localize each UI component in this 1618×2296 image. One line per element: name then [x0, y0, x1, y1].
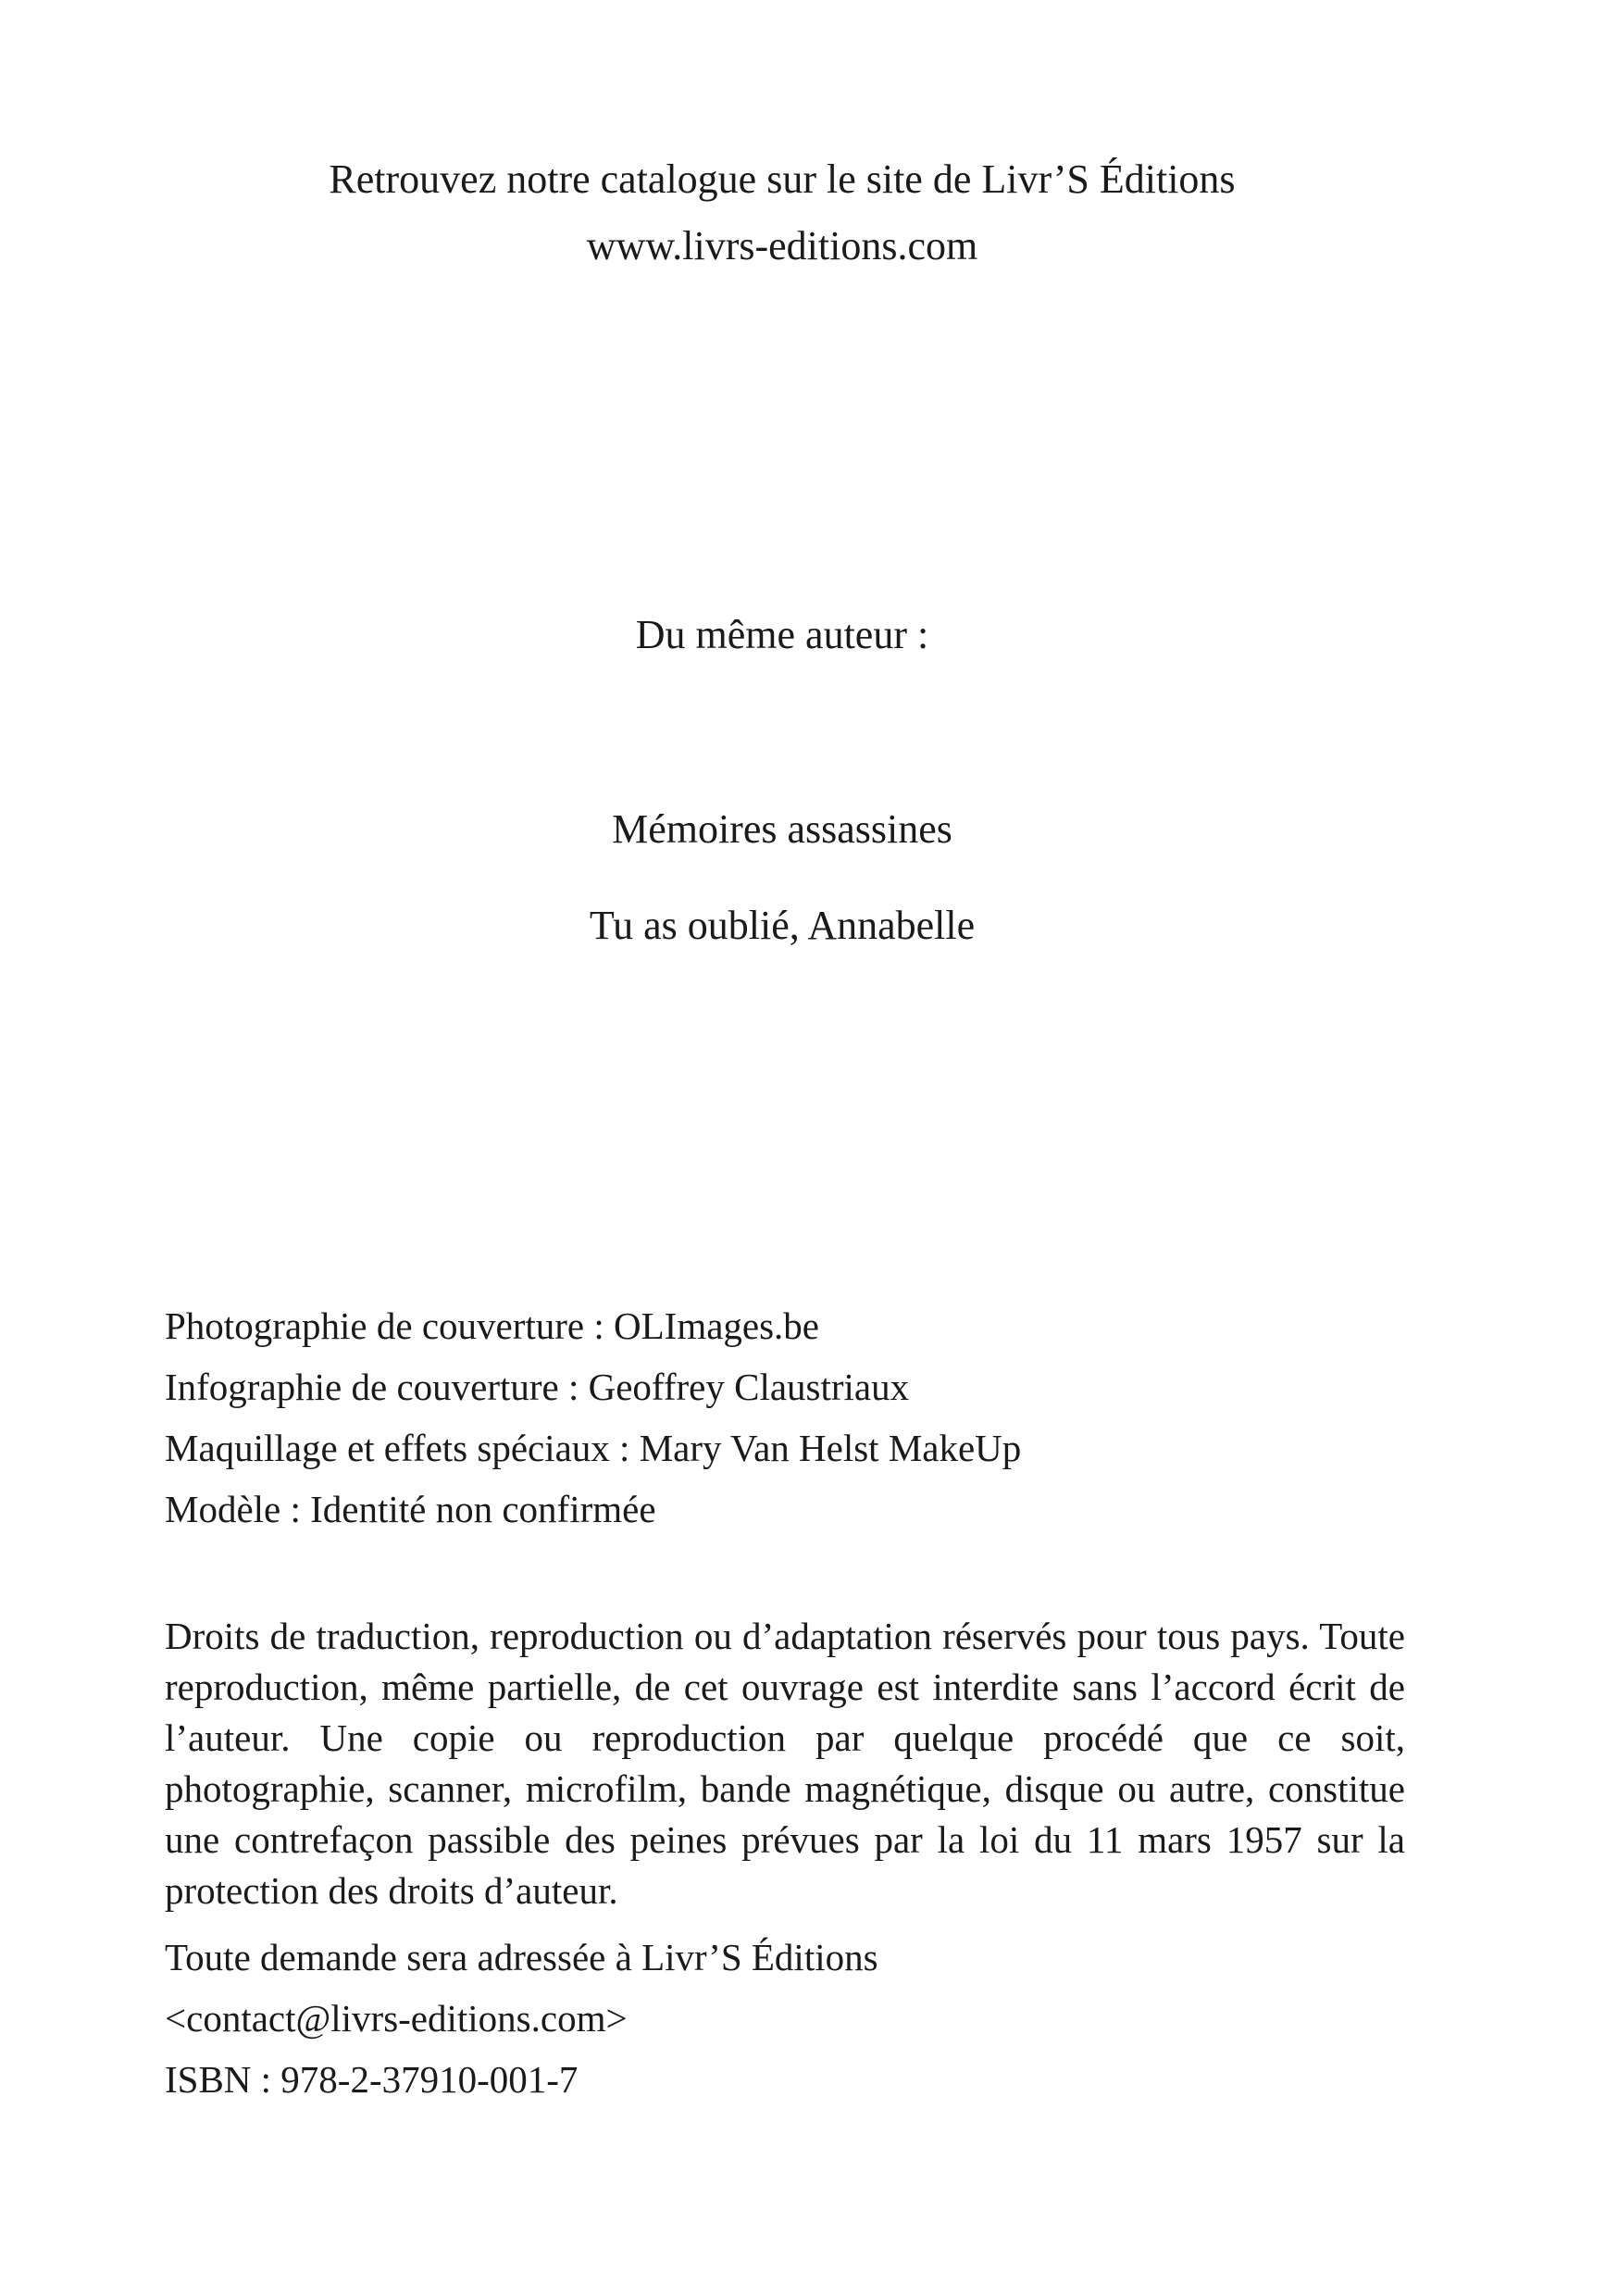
same-author-heading: Du même auteur :: [635, 612, 929, 657]
request-line: Toute demande sera adressée à Livr’S Éditions: [165, 1936, 878, 1978]
rights-paragraph: Droits de traduction, reproduction ou d’adaptation réservés pour tous pays. Toute reproduction, même partielle, de cet ouvrage est interdite sans l’accord écrit de l’auteur. Une copie ou reproduction par quelque procédé que ce soit, photographie, scanner, microfilm, bande magnétique, disque ou autre, constitue une contrefaçon passible des peines prévues par la loi du 11 mars 1957 sur la protection des droits d’auteur.: [165, 1615, 1405, 1912]
credit-line: Photographie de couverture : OLImages.be: [165, 1304, 820, 1347]
credit-line: Infographie de couverture : Geoffrey Claustriaux: [165, 1366, 910, 1408]
credit-line: Maquillage et effets spéciaux : Mary Van Helst MakeUp: [165, 1427, 1022, 1469]
credit-line: Modèle : Identité non confirmée: [165, 1488, 656, 1530]
isbn: ISBN : 978-2-37910-001-7: [165, 2058, 579, 2101]
catalogue-line: Retrouvez notre catalogue sur le site de Livr’S Éditions: [329, 156, 1236, 202]
contact-email[interactable]: <contact@livrs-editions.com>: [165, 1997, 628, 2040]
book-title: Mémoires assassines: [612, 806, 952, 852]
website-link[interactable]: www.livrs-editions.com: [586, 223, 978, 268]
book-title: Tu as oublié, Annabelle: [589, 903, 976, 948]
